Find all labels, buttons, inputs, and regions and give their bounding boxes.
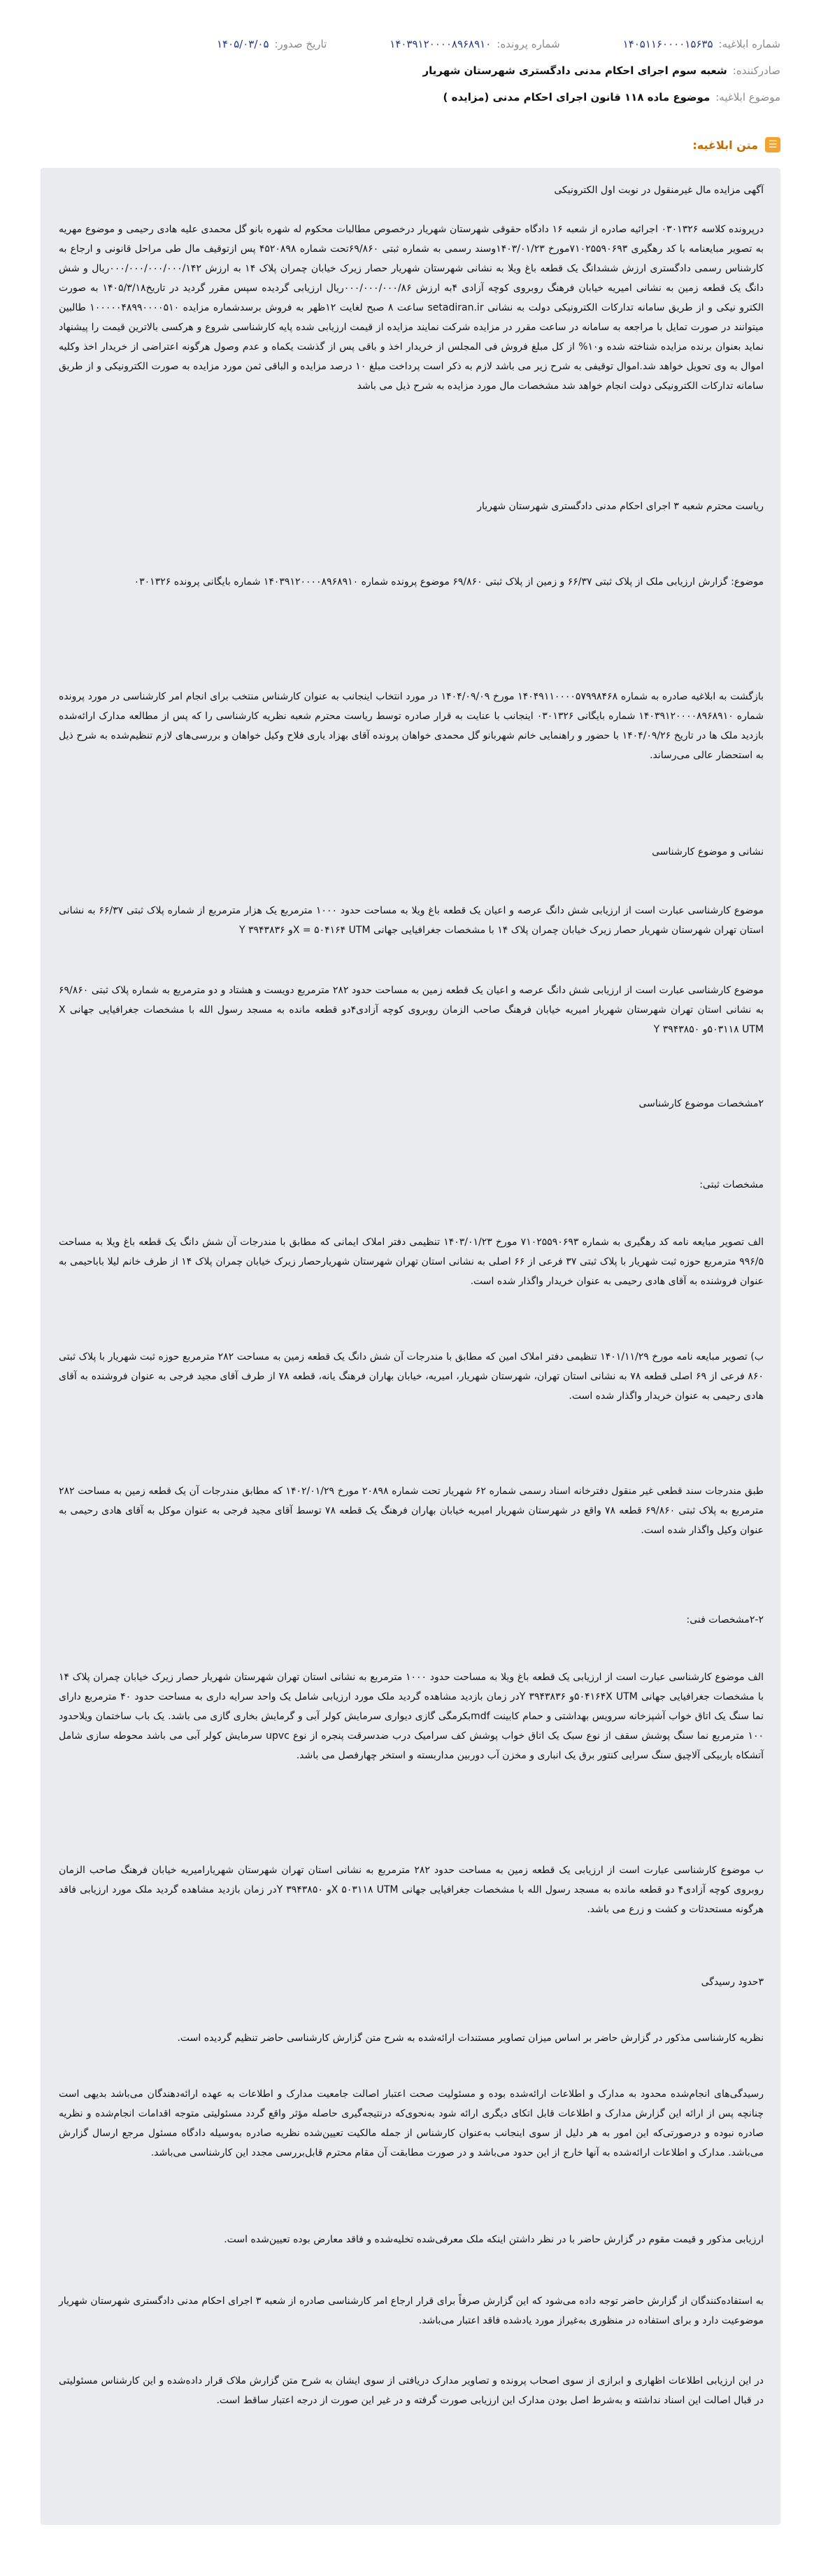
para-title: آگهی مزایده مال غیرمنقول در نوبت اول الکترونیکی (554, 185, 764, 196)
subject-value: موضوع ماده ۱۱۸ قانون اجرای احکام مدنی (مزایده ) (443, 91, 711, 104)
issue-date-value: ۱۴۰۵/۰۳/۰۵ (216, 38, 269, 50)
para-return: بازگشت به ابلاغیه صادره به شماره ۱۴۰۴۹۱۱۰۰۰۰۵۷۹۹۸۴۶۸ مورخ ۱۴۰۴/۰۹/۰۹ در مورد انتخاب اینجانب به عنوان کارشناس منتخب برای انجام امر کارشناسی در مورد پرونده شماره ۱۴۰۳۹۱۲۰۰۰۰۸۹۶۸۹۱۰ شماره بایگانی ۰۳۰۱۳۲۶ اینجانب با عنایت به قرار صادره توسط ریاست محترم شعبه نظریه کارشناسی را که پس از مطالعه مدارک ارائه‌شده بازدید ملک ها در تاریخ ۱۴۰۴/۰۹/۲۶ با حضور و راهنمایی خانم شهربانو گل محمدی خواهان پرونده آقای بهزاد یاری فلاح وکیل خواهان و بررسی‌های لازم تنظیم‌شده به شرح ذیل به استحضار عالی می‌رساند. (59, 691, 764, 761)
para-tech-a: الف موضوع کارشناسی عبارت است از ارزیابی یک قطعه باغ ویلا به مساحت حدود ۱۰۰۰ مترمربع به نشانی استان تهران شهرستان شهریار حصار زیرک خیابان چمران پلاک ۱۴ با مشخصات جغرافیایی جهانی ۵۰۴۱۶۴X UTMو ۳۹۴۳۸۳۶ Yدر زمان بازدید مشاهده گردید ملک مورد ارزیابی شامل یک واحد سرایه داری به مساحت حدود ۴۰ مترمربع دارای نما سنگ یک اتاق خواب آشپزخانه سرویس بهداشتی و حمام کابینت mdfبکرمگی گازی دیواری سرمایش کولر آبی و گرمایش بخاری گازی می باشد. یک باب ساختمان ویلاحدود ۱۰۰ مترمربع نما سنگ پوشش سقف از نوع سبک یک اتاق خواب پوشش کف سرامیک درب ضدسرقت پنجره از نوع upvc سرمایش کولر آبی می باشد محوطه سازی شامل آتشکاه باربیکی آلاچیق سنگ سرایی کنتور برق یک انباری و مخزن آب دوربین مداربسته و استخر چهارفصل می باشد. (59, 1672, 764, 1761)
case-number (390, 35, 559, 53)
announcement-header (41, 35, 780, 106)
para-subject-villa: موضوع کارشناسی عبارت است از ارزیابی شش دانگ عرصه و اعیان یک قطعه باغ ویلا به مساحت حدود ۱۰۰۰ مترمربع یک هزار مترمربع از شماره پلاک ثبتی ۶۶/۳۷ به نشانی استان تهران شهرستان شهریار حصار زیرک خیابان چمران پلاک ۱۴ با مشخصات جغرافیایی جهانی X = ۵۰۴۱۶۴ UTMو ۳۹۴۳۸۳۶ Y (59, 905, 764, 936)
document-icon: ☰ (765, 137, 780, 152)
para-subject: موضوع: گزارش ارزیابی ملک از پلاک ثبتی ۶۶/۳۷ و زمین از پلاک ثبتی ۶۹/۸۶۰ موضوع پرونده شماره ۱۴۰۳۹۱۲۰۰۰۰۸۹۶۸۹۱۰ شماره بایگانی پرونده ۰۳۰۱۳۲۶ (134, 576, 764, 588)
case-number-value: ۱۴۰۳۹۱۲۰۰۰۰۸۹۶۸۹۱۰ (390, 38, 492, 50)
issuer-value: شعبه سوم اجرای احکام مدنی دادگستری شهرستان شهریار (422, 64, 727, 77)
announce-number-value: ۱۴۰۵۱۱۶۰۰۰۰۱۵۶۳۵ (622, 38, 713, 50)
para-auction: درپرونده کلاسه ۰۳۰۱۳۲۶ اجرائیه صادره از شعبه ۱۶ دادگاه حقوقی شهرستان شهریار درخصوص مطالبات محکوم له شهره بانو گل محمدی علیه هادی رحیمی و موضوع مهریه به تصویر مبایعنامه با کد رهگیری ۷۱۰۲۵۵۹۰۶۹۳مورخ ۱۴۰۳/۰۱/۲۳وسند رسمی به شماره ثبتی ۶۹/۸۶۰تحت شماره ۴۵۲۰۸۹۸ پس ازتوقیف مال طی مراحل قانونی و ارجاع به کارشناس رسمی دادگستری ارزش ششدانگ یک قطعه باغ ویلا به نشانی شهرستان شهریار حصار زیرک خیابان چمران پلاک ۱۴ به ارزش ۰۰۰/۰۰۰/۰۰۰/۰۰۰/۱۴۲ریال و شش دانگ یک قطعه زمین به نشانی امیریه خیابان فرهنگ روبروی کوچه آزادی ۴به ارزش ۰۰۰/۰۰۰/۰۰۰/۸۶ریال ارزیابی گردیده سپس مقرر گردید در تاریخ۱۴۰۵/۳/۱۸ به صورت الکترو نیکی و از طریق سامانه تدارکات الکترونیکی دولت به نشانی setadiran.ir ساعت ۸ صبح لغایت ۱۲ظهر به فروش برسدشماره مزایده ۱۰۰۰۰۰۴۸۹۹۰۰۰۰۵۱۰ طالبین میتوانند در صورت تمایل با مراجعه به سامانه در ساعت مقرر در مزایده شرکت نمایند مزایده از قیمت ارزیابی شده پایه کارشناسی شروع و هرکسی بالاترین قیمت را پیشنهاد نماید بعنوان برنده مزایده شناخته شده و۱۰% از کل مبلغ فروش فی المجلس از خریدار اخذ و باقی پس از گذشت یکماه و عدم وصول هرگونه اعتراضی از خریدار اخذ وکلیه اموال به وی تحویل خواهد شد.اموال توقیفی به شرح زیر می باشد لازم به ذکر است پرداخت مبلغ ۱۰ درصد مزایده و الباقی ثمن مورد مزایده به صورت الکترونیکی و از طریق سامانه تدارکات الکترونیکی دولت انجام خواهد شد مشخصات مال مورد مزایده به شرح ذیل می باشد (59, 224, 764, 392)
para-tech-b: ب موضوع کارشناسی عبارت است از ارزیابی یک قطعه زمین به مساحت حدود ۲۸۲ مترمربع به نشانی استان تهران شهرستان شهریارامیریه خیابان فرهنگ صاحب الزمان روبروی کوچه آزادی۴ دو قطعه مانده به مسجد رسول الله با مشخصات جغرافیایی جهانی X ۵۰۳۱۱۸ UTMو ۳۹۴۳۸۵۰ Yدر زمان بازدید مشاهده گردید ملک مورد ارزیابی فاقد هرگونه مستحدثات و کشت و زرع می باشد. (59, 1865, 764, 1915)
meta-row (41, 35, 780, 53)
subject-label: موضوع ابلاغیه: (715, 91, 780, 104)
heading-registration: مشخصات ثبتی: (699, 1179, 764, 1190)
section-title: متن ابلاغیه: (692, 138, 758, 152)
para-scope-5: در این ارزیابی اطلاعات اظهاری و ابرازی از سوی اصحاب پرونده و تصاویر مدارک دریافتی از سوی ایشان به شرح متن گزارش ملاک قرار داده‌شده و این کارشناس مسئولیتی در قبال اصالت این اسناد نداشته و به‌شرط اصل بودن مدارک این ارزیابی صورت گرفته و در غیر این صورت از درجه اعتبار ساقط است. (59, 2375, 764, 2406)
subject-row (41, 88, 780, 106)
para-addressee: ریاست محترم شعبه ۳ اجرای احکام مدنی دادگستری شهرستان شهریار (477, 501, 764, 512)
para-deed: طبق مندرجات سند قطعی غیر منقول دفترخانه اسناد رسمی شماره ۶۲ شهریار تحت شماره ۲۰۸۹۸ مورخ ۱۴۰۲/۰۱/۲۹ که مطابق مندرجات آن یک قطعه زمین به مساحت ۲۸۲ مترمربع به پلاک ثبتی ۶۹/۸۶۰ قطعه ۷۸ واقع در شهرستان شهریار امیریه خیابان بهاران فرهنگ یک قطعه ۷۸ توسط آقای مجید فرجی به عنوان موکل به آقای هادی رحیمی به عنوان وکیل واگذار شده است. (59, 1486, 764, 1536)
para-reg-a: الف تصویر مبایعه نامه کد رهگیری به شماره ۷۱۰۲۵۵۹۰۶۹۳ مورخ ۱۴۰۳/۰۱/۲۳ تنظیمی دفتر املاک ایمانی که مطابق با مندرجات آن شش دانگ یک قطعه باغ ویلا به مساحت ۹۹۶/۵ مترمربع حوزه ثبت شهریار با پلاک ثبتی ۳۷ فرعی از ۶۶ اصلی به نشانی استان تهران شهرستان شهریارحصار زیرک خیابان چمران پلاک ۱۴ از طرف خانم لیلا باباحیمی به عنوان فروشنده به آقای هادی رحیمی به عنوان خریدار واگذار شده است. (59, 1237, 764, 1287)
issue-date-label: تاریخ صدور: (274, 38, 327, 50)
heading-technical: ۲-۲مشخصات فنی: (686, 1614, 764, 1625)
para-scope-3: ارزیابی مذکور و قیمت مقوم در گزارش حاضر با در نظر داشتن اینکه ملک معرفی‌شده تخلیه‌شده و فاقد معارض بوده تعیین‌شده است. (224, 2234, 764, 2245)
announce-number-label: شماره ابلاغیه: (718, 38, 780, 50)
heading-scope: ۳حدود رسیدگی (701, 1977, 764, 1988)
para-scope-1: نظریه کارشناسی مذکور در گزارش حاضر بر اساس میزان تصاویر مستندات ارائه‌شده به شرح متن گزارش کارشناسی حاضر تنظیم گردیده است. (177, 2033, 764, 2044)
para-scope-2: رسیدگی‌های انجام‌شده محدود به مدارک و اطلاعات ارائه‌شده بوده و مسئولیت صحت اعتبار اصالت جامعیت مدارک و اطلاعات به عهده ارائه‌دهندگان می‌باشد بدیهی است چنانچه پس از ارائه این گزارش مدارک و اطلاعات قابل اتکای دیگری ارائه شود به‌نحوی‌که درنتیجه‌گیری حاصله مؤثر واقع گردد مسئولیتی متوجه اقدامات انجام‌شده و نظریه صادره نبوده و درصورتی‌که این امور به هر دلیل از سوی اینجانب به‌عنوان کارشناس از جمله مالکیت تعیین‌شده نظریه صادره به‌وسیله دادگاه مسئول مرجع ارسال گزارش می‌باشد. مدارک و اطلاعات ارائه‌شده به آنها خارج از این حدود می‌باشد و در صورت مطابقت آن مقام محترم قابل‌بررسی مجدد این کارشناسی می‌باشد. (59, 2088, 764, 2158)
issuer-row (41, 62, 780, 80)
issuer-label: صادرکننده: (732, 64, 780, 77)
heading-address: نشانی و موضوع کارشناسی (652, 846, 764, 858)
para-scope-4: به استفاده‌کنندگان از گزارش حاضر توجه داده می‌شود که این گزارش صرفاً برای قرار ارجاع امر کارشناسی صادره از شعبه ۳ اجرای احکام مدنی دادگستری شهرستان شهریار موضوعیت دارد و برای استفاده در منظوری به‌غیراز مورد یادشده فاقد اعتبار می‌باشد. (59, 2296, 764, 2326)
issue-date (217, 35, 327, 53)
announce-number (623, 35, 780, 53)
case-number-label: شماره پرونده: (497, 38, 560, 50)
announcement-body (41, 168, 780, 2525)
para-subject-land: موضوع کارشناسی عبارت است از ارزیابی شش دانگ عرصه و اعیان یک قطعه زمین به مساحت حدود ۲۸۲ مترمربع دویست و هشتاد و دو مترمربع به شماره پلاک ثبتی ۶۹/۸۶۰ به نشانی استان تهران شهرستان شهریار امیریه خیابان فرهنگ صاحب الزمان روبروی کوچه آزادی۴دو قطعه مانده به مسجد رسول الله با مشخصات جغرافیایی جهانی X ۵۰۳۱۱۸ UTMو ۳۹۴۳۸۵۰ Y (59, 985, 764, 1035)
heading-spec: ۲مشخصات موضوع کارشناسی (638, 1098, 764, 1109)
section-title-row (692, 137, 780, 152)
para-reg-b: ب) تصویر مبایعه نامه مورخ ۱۴۰۱/۱۱/۲۹ تنظیمی دفتر املاک امین که مطابق با مندرجات آن شش دانگ یک قطعه زمین به مساحت ۲۸۲ مترمربع حوزه ثبت شهریار با پلاک ثبتی ۸۶۰ فرعی از ۶۹ اصلی قطعه ۷۸ به نشانی استان تهران، شهرستان شهریار، امیریه، خیابان بهاران فرهنگ یانه، قطعه ۷۸ از طرف آقای مجید فرجی به عنوان فروشنده به آقای هادی رحیمی به عنوان خریدار واگذار شده است. (59, 1351, 764, 1402)
